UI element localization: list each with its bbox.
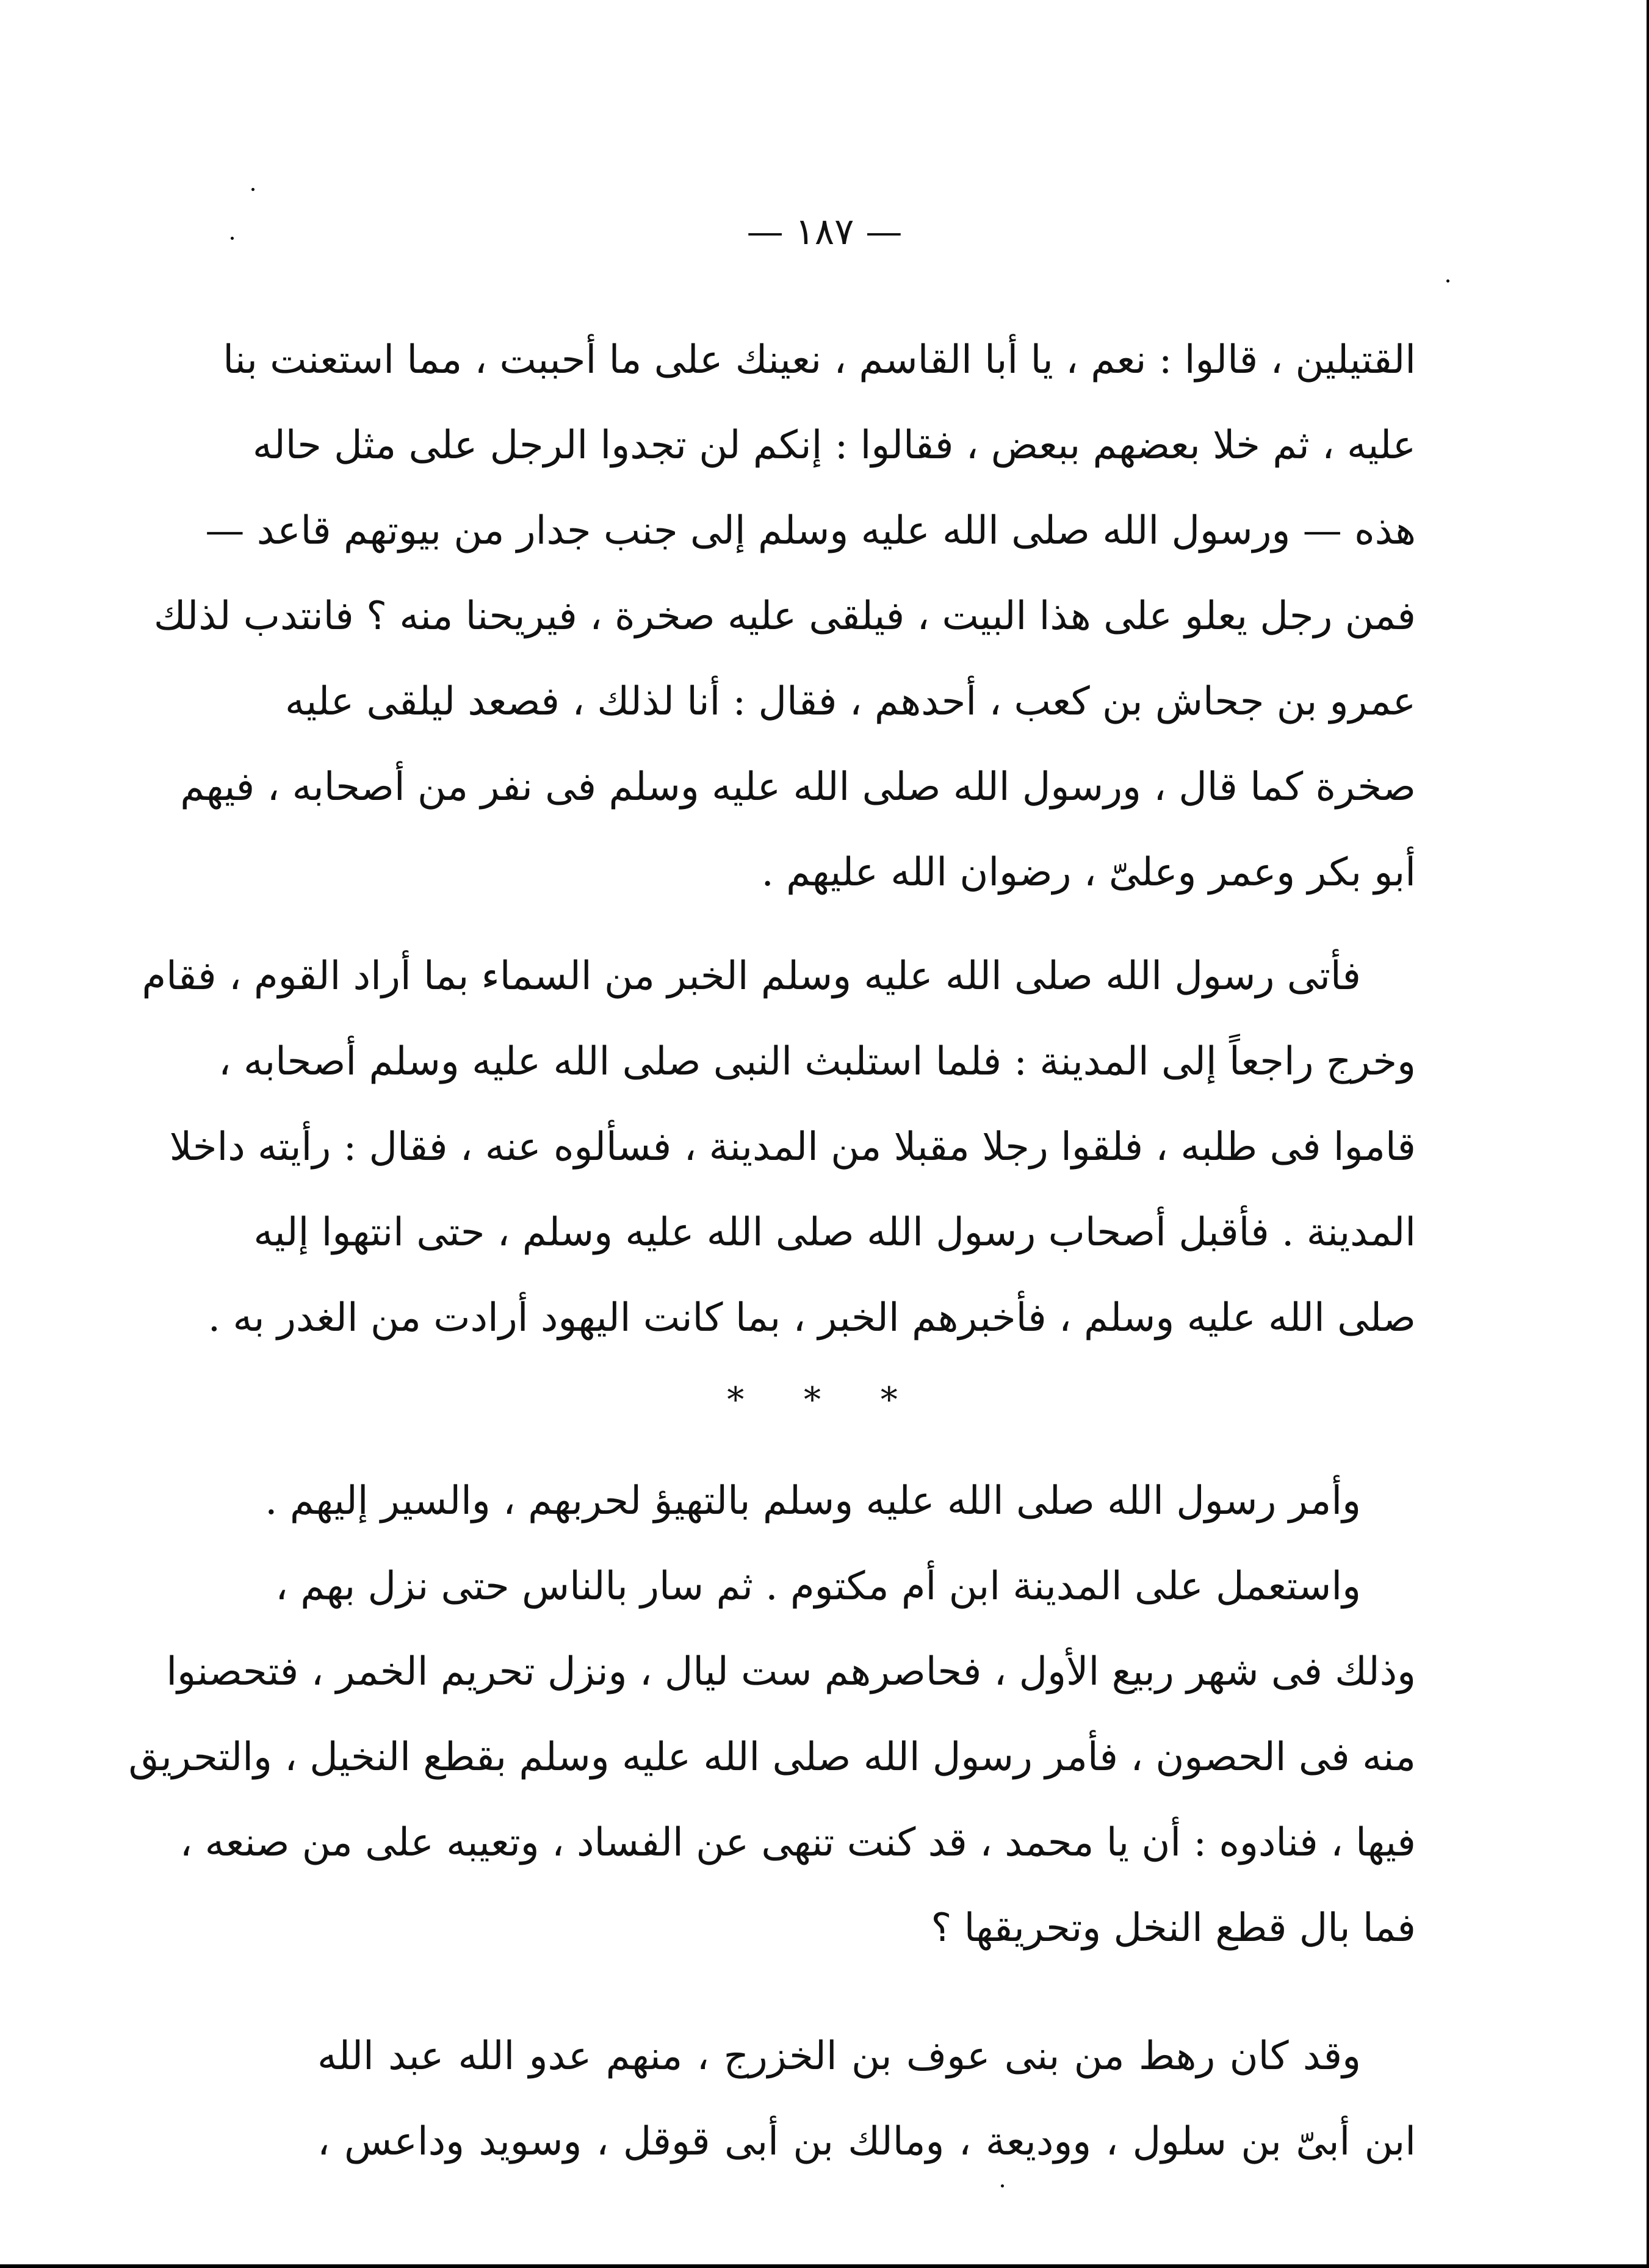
text-line: صلى الله عليه وسلم ، فأخبرهم الخبر ، بما كانت اليهود أرادت من الغدر به . [207,1295,1416,1341]
paragraph-2 [142,934,1416,1361]
page-number: — ١٨٧ — [746,211,903,253]
paragraph-4 [317,2014,1416,2184]
text-line: قاموا فى طلبه ، فلقوا رجلا مقبلا من المدينة ، فسألوه عنه ، فقال : رأيته داخلا [169,1125,1416,1170]
scan-speck [251,188,254,191]
text-line: منه فى الحصون ، فأمر رسول الله صلى الله عليه وسلم بقطع النخيل ، والتحريق [128,1735,1416,1780]
text-line: وأمر رسول الله صلى الله عليه وسلم بالتهيؤ لحربهم ، والسير إليهم . [265,1478,1361,1524]
text-line: وقد كان رهط من بنى عوف بن الخزرج ، منهم عدو الله عبد الله [317,2034,1361,2079]
text-line: صخرة كما قال ، ورسول الله صلى الله عليه وسلم فى نفر من أصحابه ، فيهم [180,765,1416,810]
text-line: فأتى رسول الله صلى الله عليه وسلم الخبر من السماء بما أراد القوم ، فقام [142,954,1361,999]
section-separator: * * * [727,1380,922,1420]
text-line: عليه ، ثم خلا بعضهم ببعض ، فقالوا : إنكم لن تجدوا الرجل على مثل حاله [252,423,1416,468]
scan-speck [1446,279,1449,283]
text-line: وخرج راجعاً إلى المدينة : فلما استلبث النبى صلى الله عليه وسلم أصحابه ، [218,1039,1416,1084]
text-line: واستعمل على المدينة ابن أم مكتوم . ثم سار بالناس حتى نزل بهم ، [275,1564,1361,1609]
text-line: عمرو بن جحاش بن كعب ، أحدهم ، فقال : أنا لذلك ، فصعد ليلقى عليه [285,679,1416,724]
paragraph-1 [153,317,1416,915]
text-line: هذه — ورسول الله صلى الله عليه وسلم إلى جنب جدار من بيوتهم قاعد — [205,508,1416,553]
paragraph-3 [128,1458,1416,1971]
text-line: فمن رجل يعلو على هذا البيت ، فيلقى عليه صخرة ، فيريحنا منه ؟ فانتدب لذلك [153,594,1416,639]
scan-speck [1001,2184,1004,2187]
text-line: أبو بكر وعمر وعلىّ ، رضوان الله عليهم . [761,850,1416,895]
text-line: فما بال قطع النخل وتحريقها ؟ [931,1906,1416,1951]
text-line: المدينة . فأقبل أصحاب رسول الله صلى الله عليه وسلم ، حتى انتهوا إليه [253,1210,1416,1255]
text-line: القتيلين ، قالوا : نعم ، يا أبا القاسم ، نعينك على ما أحببت ، مما استعنت بنا [223,337,1416,383]
text-line: فيها ، فنادوه : أن يا محمد ، قد كنت تنهى عن الفساد ، وتعيبه على من صنعه ، [179,1820,1416,1865]
text-line: وذلك فى شهر ربيع الأول ، فحاصرهم ست ليال ، ونزل تحريم الخمر ، فتحصنوا [166,1649,1416,1694]
text-line: ابن أبىّ بن سلول ، ووديعة ، ومالك بن أبى قوقل ، وسويد وداعس ، [317,2119,1416,2164]
